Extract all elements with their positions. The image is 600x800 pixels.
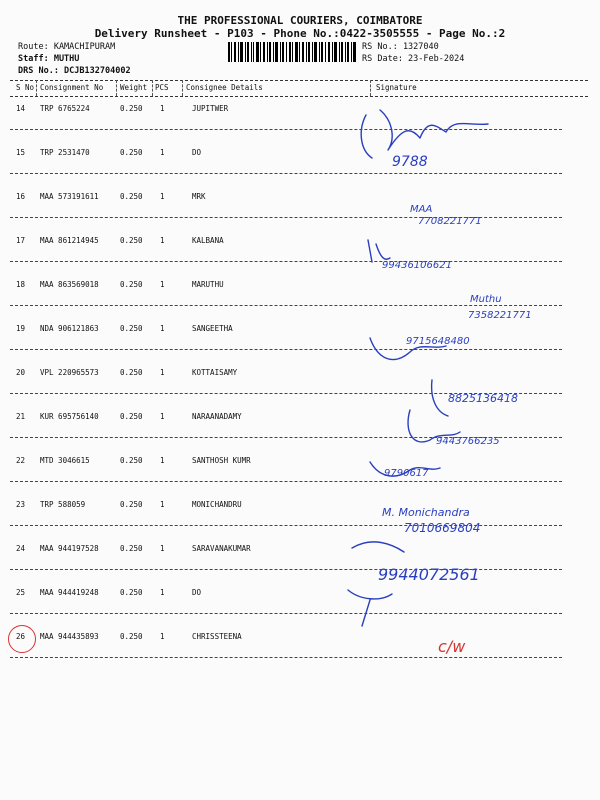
row-separator [10, 613, 562, 614]
row-sno: 15 [16, 148, 26, 157]
table-header [0, 83, 600, 95]
row-consignee: SARAVANAKUMAR [192, 544, 251, 553]
row-pcs: 1 [160, 500, 165, 509]
row-sno: 17 [16, 236, 26, 245]
row-pcs: 1 [160, 236, 165, 245]
row-weight: 0.250 [120, 632, 143, 641]
table-row [0, 492, 600, 536]
col-signature: Signature [376, 83, 417, 92]
row-consignment-no: KUR 695756140 [40, 412, 99, 421]
row-sno: 14 [16, 104, 26, 113]
drs-label: DRS No.: DCJB132704002 [18, 66, 131, 76]
row-26-circle-mark [8, 625, 36, 653]
row-weight: 0.250 [120, 148, 143, 157]
hw-note-14: 9788 [392, 154, 428, 170]
row-consignment-no: MTD 3046615 [40, 456, 90, 465]
table-row [0, 272, 600, 316]
rs-number: RS No.: 1327040 [362, 42, 439, 52]
row-separator [10, 349, 562, 350]
table-row [0, 448, 600, 492]
row-consignment-no: TRP 588059 [40, 500, 86, 509]
col-divider [370, 80, 371, 96]
row-weight: 0.250 [120, 544, 143, 553]
row-separator [10, 261, 562, 262]
table-row [0, 360, 600, 404]
col-weight: Weight [120, 83, 148, 92]
row-separator [10, 481, 562, 482]
row-weight: 0.250 [120, 324, 143, 333]
row-consignee: KOTTAISAMY [192, 368, 238, 377]
row-separator [10, 305, 562, 306]
barcode [228, 42, 356, 62]
table-row [0, 404, 600, 448]
row-weight: 0.250 [120, 104, 143, 113]
row-weight: 0.250 [120, 236, 143, 245]
table-row [0, 316, 600, 360]
row-sno: 20 [16, 368, 26, 377]
hw-note-16b: 7708221771 [418, 216, 482, 227]
row-weight: 0.250 [120, 368, 143, 377]
row-weight: 0.250 [120, 412, 143, 421]
col-divider [116, 80, 117, 96]
row-pcs: 1 [160, 412, 165, 421]
hw-note-24: 9944072561 [378, 565, 480, 584]
row-sno: 26 [16, 632, 26, 641]
row-consignee: KALBANA [192, 236, 224, 245]
row-consignee: SANGEETHA [192, 324, 233, 333]
row-sno: 21 [16, 412, 26, 421]
row-sno: 24 [16, 544, 26, 553]
row-consignment-no: MAA 573191611 [40, 192, 99, 201]
row-consignee: DO [192, 148, 202, 157]
row-consignment-no: TRP 2531470 [40, 148, 90, 157]
row-separator [10, 129, 562, 130]
row-weight: 0.250 [120, 456, 143, 465]
table-row [0, 96, 600, 140]
row-separator [10, 393, 562, 394]
row-sno: 16 [16, 192, 26, 201]
table-row [0, 228, 600, 272]
hw-note-22: 9790617 [384, 468, 429, 479]
row-consignment-no: NDA 906121863 [40, 324, 99, 333]
row-consignment-no: MAA 861214945 [40, 236, 99, 245]
row-separator [10, 657, 562, 658]
hw-note-26: c/w [438, 637, 466, 656]
hw-note-16a: MAA [410, 204, 433, 215]
header-top-rule [10, 80, 588, 81]
row-consignee: JUPITWER [192, 104, 229, 113]
row-pcs: 1 [160, 148, 165, 157]
row-weight: 0.250 [120, 588, 143, 597]
col-consignee: Consignee Details [186, 83, 263, 92]
row-consignment-no: MAA 944419248 [40, 588, 99, 597]
col-divider [182, 80, 183, 96]
row-pcs: 1 [160, 456, 165, 465]
table-row [0, 184, 600, 228]
hw-note-23a: M. Monichandra [382, 506, 470, 519]
row-consignee: CHRISSTEENA [192, 632, 242, 641]
row-weight: 0.250 [120, 500, 143, 509]
row-separator [10, 217, 562, 218]
hw-note-21: 9443766235 [436, 436, 500, 447]
col-consignment: Consignment No [40, 83, 104, 92]
hw-note-18b: 7358221771 [468, 310, 532, 321]
row-consignment-no: MAA 944197528 [40, 544, 99, 553]
hw-note-17: 99436106621 [382, 260, 452, 271]
row-consignee: SANTHOSH KUMR [192, 456, 251, 465]
row-consignee: MONICHANDRU [192, 500, 242, 509]
row-consignee: NARAANADAMY [192, 412, 242, 421]
row-pcs: 1 [160, 588, 165, 597]
row-sno: 19 [16, 324, 26, 333]
staff-label: Staff: MUTHU [18, 54, 80, 64]
row-consignment-no: TRP 6765224 [40, 104, 90, 113]
hw-note-23b: 7010669804 [404, 521, 481, 535]
company-title: THE PROFESSIONAL COURIERS, COIMBATORE [177, 14, 423, 27]
row-pcs: 1 [160, 368, 165, 377]
row-separator [10, 525, 562, 526]
row-sno: 22 [16, 456, 26, 465]
row-weight: 0.250 [120, 280, 143, 289]
row-sno: 23 [16, 500, 26, 509]
table-row [0, 580, 600, 624]
runsheet-subtitle: Delivery Runsheet - P103 - Phone No.:0422-3505555 - Page No.:2 [94, 27, 506, 40]
row-separator [10, 173, 562, 174]
col-divider [36, 80, 37, 96]
row-pcs: 1 [160, 192, 165, 201]
row-consignment-no: MAA 944435893 [40, 632, 99, 641]
hw-note-20: 8825136418 [448, 392, 518, 405]
hw-note-19: 9715648480 [406, 336, 470, 347]
route-label: Route: KAMACHIPURAM [18, 42, 116, 52]
col-pcs: PCS [155, 83, 169, 92]
row-consignee: MARUTHU [192, 280, 224, 289]
row-sno: 25 [16, 588, 26, 597]
row-consignment-no: MAA 863569018 [40, 280, 99, 289]
table-row [0, 536, 600, 580]
row-pcs: 1 [160, 544, 165, 553]
row-sno: 18 [16, 280, 26, 289]
row-consignment-no: VPL 220965573 [40, 368, 99, 377]
row-separator [10, 437, 562, 438]
row-consignee: DO [192, 588, 202, 597]
table-row [0, 624, 600, 668]
row-weight: 0.250 [120, 192, 143, 201]
table-row [0, 140, 600, 184]
row-pcs: 1 [160, 632, 165, 641]
row-pcs: 1 [160, 104, 165, 113]
row-consignee: MRK [192, 192, 206, 201]
hw-note-18a: Muthu [470, 294, 502, 305]
row-pcs: 1 [160, 324, 165, 333]
rs-date: RS Date: 23-Feb-2024 [362, 54, 465, 64]
row-separator [10, 569, 562, 570]
col-sno: S No [16, 83, 35, 92]
col-divider [152, 80, 153, 96]
row-pcs: 1 [160, 280, 165, 289]
